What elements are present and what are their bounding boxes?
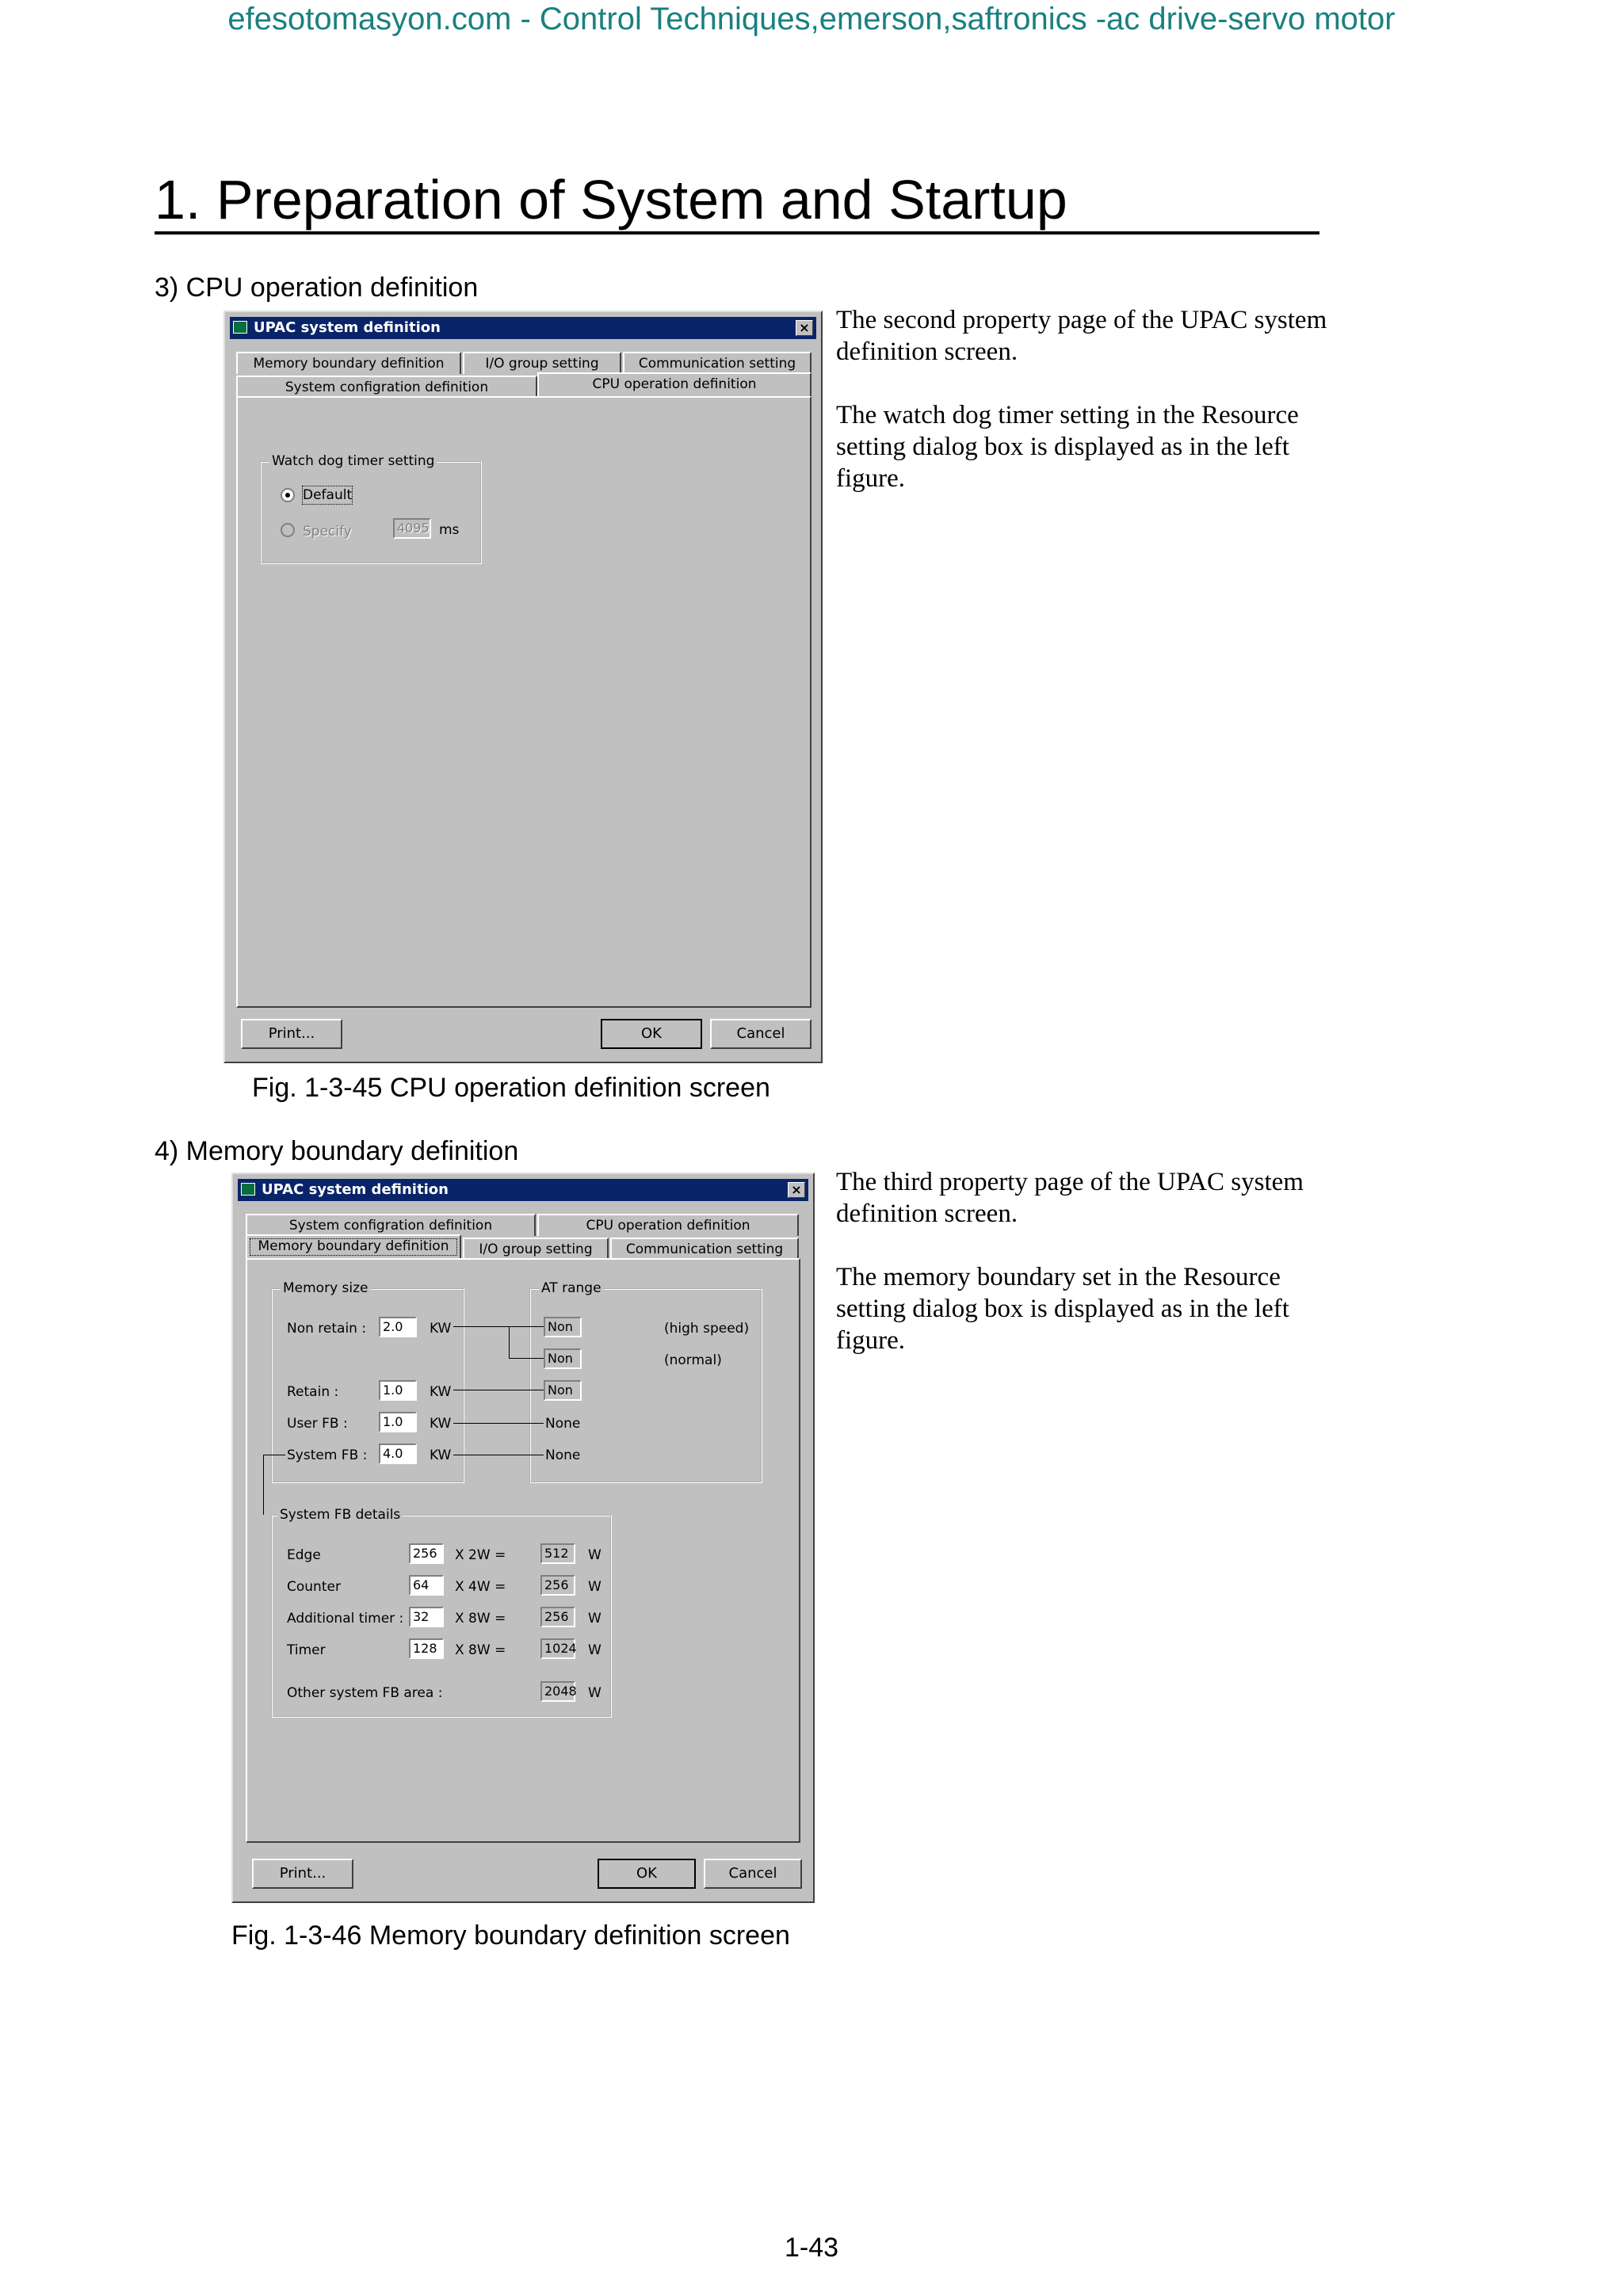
at-range-user-fb: None [545,1416,581,1432]
additional-timer-result: 256 [540,1607,575,1627]
other-system-fb-label: Other system FB area : [287,1685,443,1701]
w-unit: W [588,1685,601,1701]
specify-radio-label: Specify [303,524,352,540]
timer-label: Timer [287,1642,326,1658]
dialog-titlebar: UPAC system definition × [238,1179,808,1201]
memory-dialog [231,1173,815,1903]
connector-line [509,1326,510,1358]
site-banner: efesotomasyon.com - Control Techniques,emerson,saftronics -ac drive-servo motor [227,2,1396,36]
tab-io-group[interactable]: I/O group setting [463,352,621,374]
additional-timer-label: Additional timer : [287,1611,404,1627]
tab-cpu-operation[interactable]: CPU operation definition [537,372,812,398]
figure-caption-memory: Fig. 1-3-46 Memory boundary definition screen [231,1920,790,1951]
tab-communication[interactable]: Communication setting [610,1238,799,1260]
tab-system-configration[interactable]: System configration definition [236,376,537,398]
w-unit: W [588,1547,601,1563]
description-cpu [836,304,1327,526]
watchdog-group [260,461,482,564]
edge-multiplier: X 2W = [455,1547,506,1563]
tab-memory-boundary[interactable]: Memory boundary definition [236,352,461,374]
timer-result: 1024 [540,1638,575,1659]
kw-unit: KW [430,1416,452,1432]
chapter-title: 1. Preparation of System and Startup [155,169,1067,231]
section-heading-cpu: 3) CPU operation definition [155,273,479,303]
at-range-retain: Non [544,1380,582,1401]
edge-label: Edge [287,1547,321,1563]
tab-panel [236,396,812,1008]
system-fb-input[interactable]: 4.0 [379,1444,417,1464]
timer-count-input[interactable]: 128 [409,1638,444,1659]
specify-radio[interactable] [281,523,295,537]
retain-input[interactable]: 1.0 [379,1380,417,1401]
kw-unit: KW [430,1447,452,1463]
connector-line [263,1455,264,1515]
counter-multiplier: X 4W = [455,1579,506,1595]
watchdog-group-label: Watch dog timer setting [269,453,437,469]
kw-unit: KW [430,1384,452,1400]
connector-line [453,1423,544,1424]
print-button[interactable]: Print... [252,1859,353,1889]
counter-label: Counter [287,1579,341,1595]
memory-size-label: Memory size [281,1280,371,1296]
close-icon[interactable]: × [788,1182,805,1198]
default-radio[interactable] [281,488,295,502]
tab-memory-boundary[interactable]: Memory boundary definition [246,1234,461,1260]
ok-button[interactable]: OK [598,1859,696,1889]
ok-button[interactable]: OK [601,1019,702,1049]
counter-result: 256 [540,1575,575,1596]
non-retain-input[interactable]: 2.0 [379,1317,417,1337]
user-fb-input[interactable]: 1.0 [379,1412,417,1432]
tab-communication[interactable]: Communication setting [623,352,812,374]
specify-ms-input[interactable]: 4095 [393,518,431,539]
ms-unit: ms [439,522,460,538]
at-range-high-speed: Non [544,1317,582,1337]
user-fb-label: User FB : [287,1416,348,1432]
page-number: 1-43 [784,2233,839,2263]
tab-panel [246,1258,800,1843]
cancel-button[interactable]: Cancel [710,1019,812,1049]
connector-line [509,1358,544,1359]
dialog-titlebar: UPAC system definition × [230,317,816,339]
edge-count-input[interactable]: 256 [409,1543,444,1564]
description-cpu-p2: The watch dog timer setting in the Resource setting dialog box is displayed as in the left figure. [836,401,1299,493]
high-speed-note: (high speed) [664,1321,750,1337]
default-radio-label: Default [303,487,353,503]
non-retain-label: Non retain : [287,1321,367,1337]
edge-result: 512 [540,1543,575,1564]
app-icon [233,321,247,334]
additional-timer-count-input[interactable]: 32 [409,1607,444,1627]
description-memory-p1: The third property page of the UPAC system definition screen. [836,1168,1304,1228]
w-unit: W [588,1611,601,1627]
tab-system-configration[interactable]: System configration definition [246,1214,536,1236]
w-unit: W [588,1642,601,1658]
section-heading-memory: 4) Memory boundary definition [155,1136,519,1166]
close-icon[interactable]: × [796,320,813,336]
cancel-button[interactable]: Cancel [704,1859,802,1889]
description-memory [836,1166,1327,1388]
print-button[interactable]: Print... [241,1019,342,1049]
at-range-normal: Non [544,1348,582,1369]
description-cpu-p1: The second property page of the UPAC system definition screen. [836,306,1327,366]
connector-line [453,1326,544,1327]
tab-cpu-operation[interactable]: CPU operation definition [537,1214,799,1236]
tab-io-group[interactable]: I/O group setting [463,1238,609,1260]
description-memory-p2: The memory boundary set in the Resource setting dialog box is displayed as in the left figure. [836,1263,1289,1355]
normal-note: (normal) [664,1352,722,1368]
additional-timer-multiplier: X 8W = [455,1611,506,1627]
system-fb-label: System FB : [287,1447,368,1463]
counter-count-input[interactable]: 64 [409,1575,444,1596]
chapter-rule [155,231,1319,235]
at-range-system-fb: None [545,1447,581,1463]
app-icon [241,1183,255,1196]
figure-caption-cpu: Fig. 1-3-45 CPU operation definition screen [252,1073,770,1103]
at-range-label: AT range [539,1280,604,1296]
kw-unit: KW [430,1321,452,1337]
system-fb-details-label: System FB details [277,1507,403,1523]
w-unit: W [588,1579,601,1595]
retain-label: Retain : [287,1384,339,1400]
other-system-fb-value: 2048 [540,1681,575,1702]
timer-multiplier: X 8W = [455,1642,506,1658]
cpu-dialog [223,311,823,1063]
